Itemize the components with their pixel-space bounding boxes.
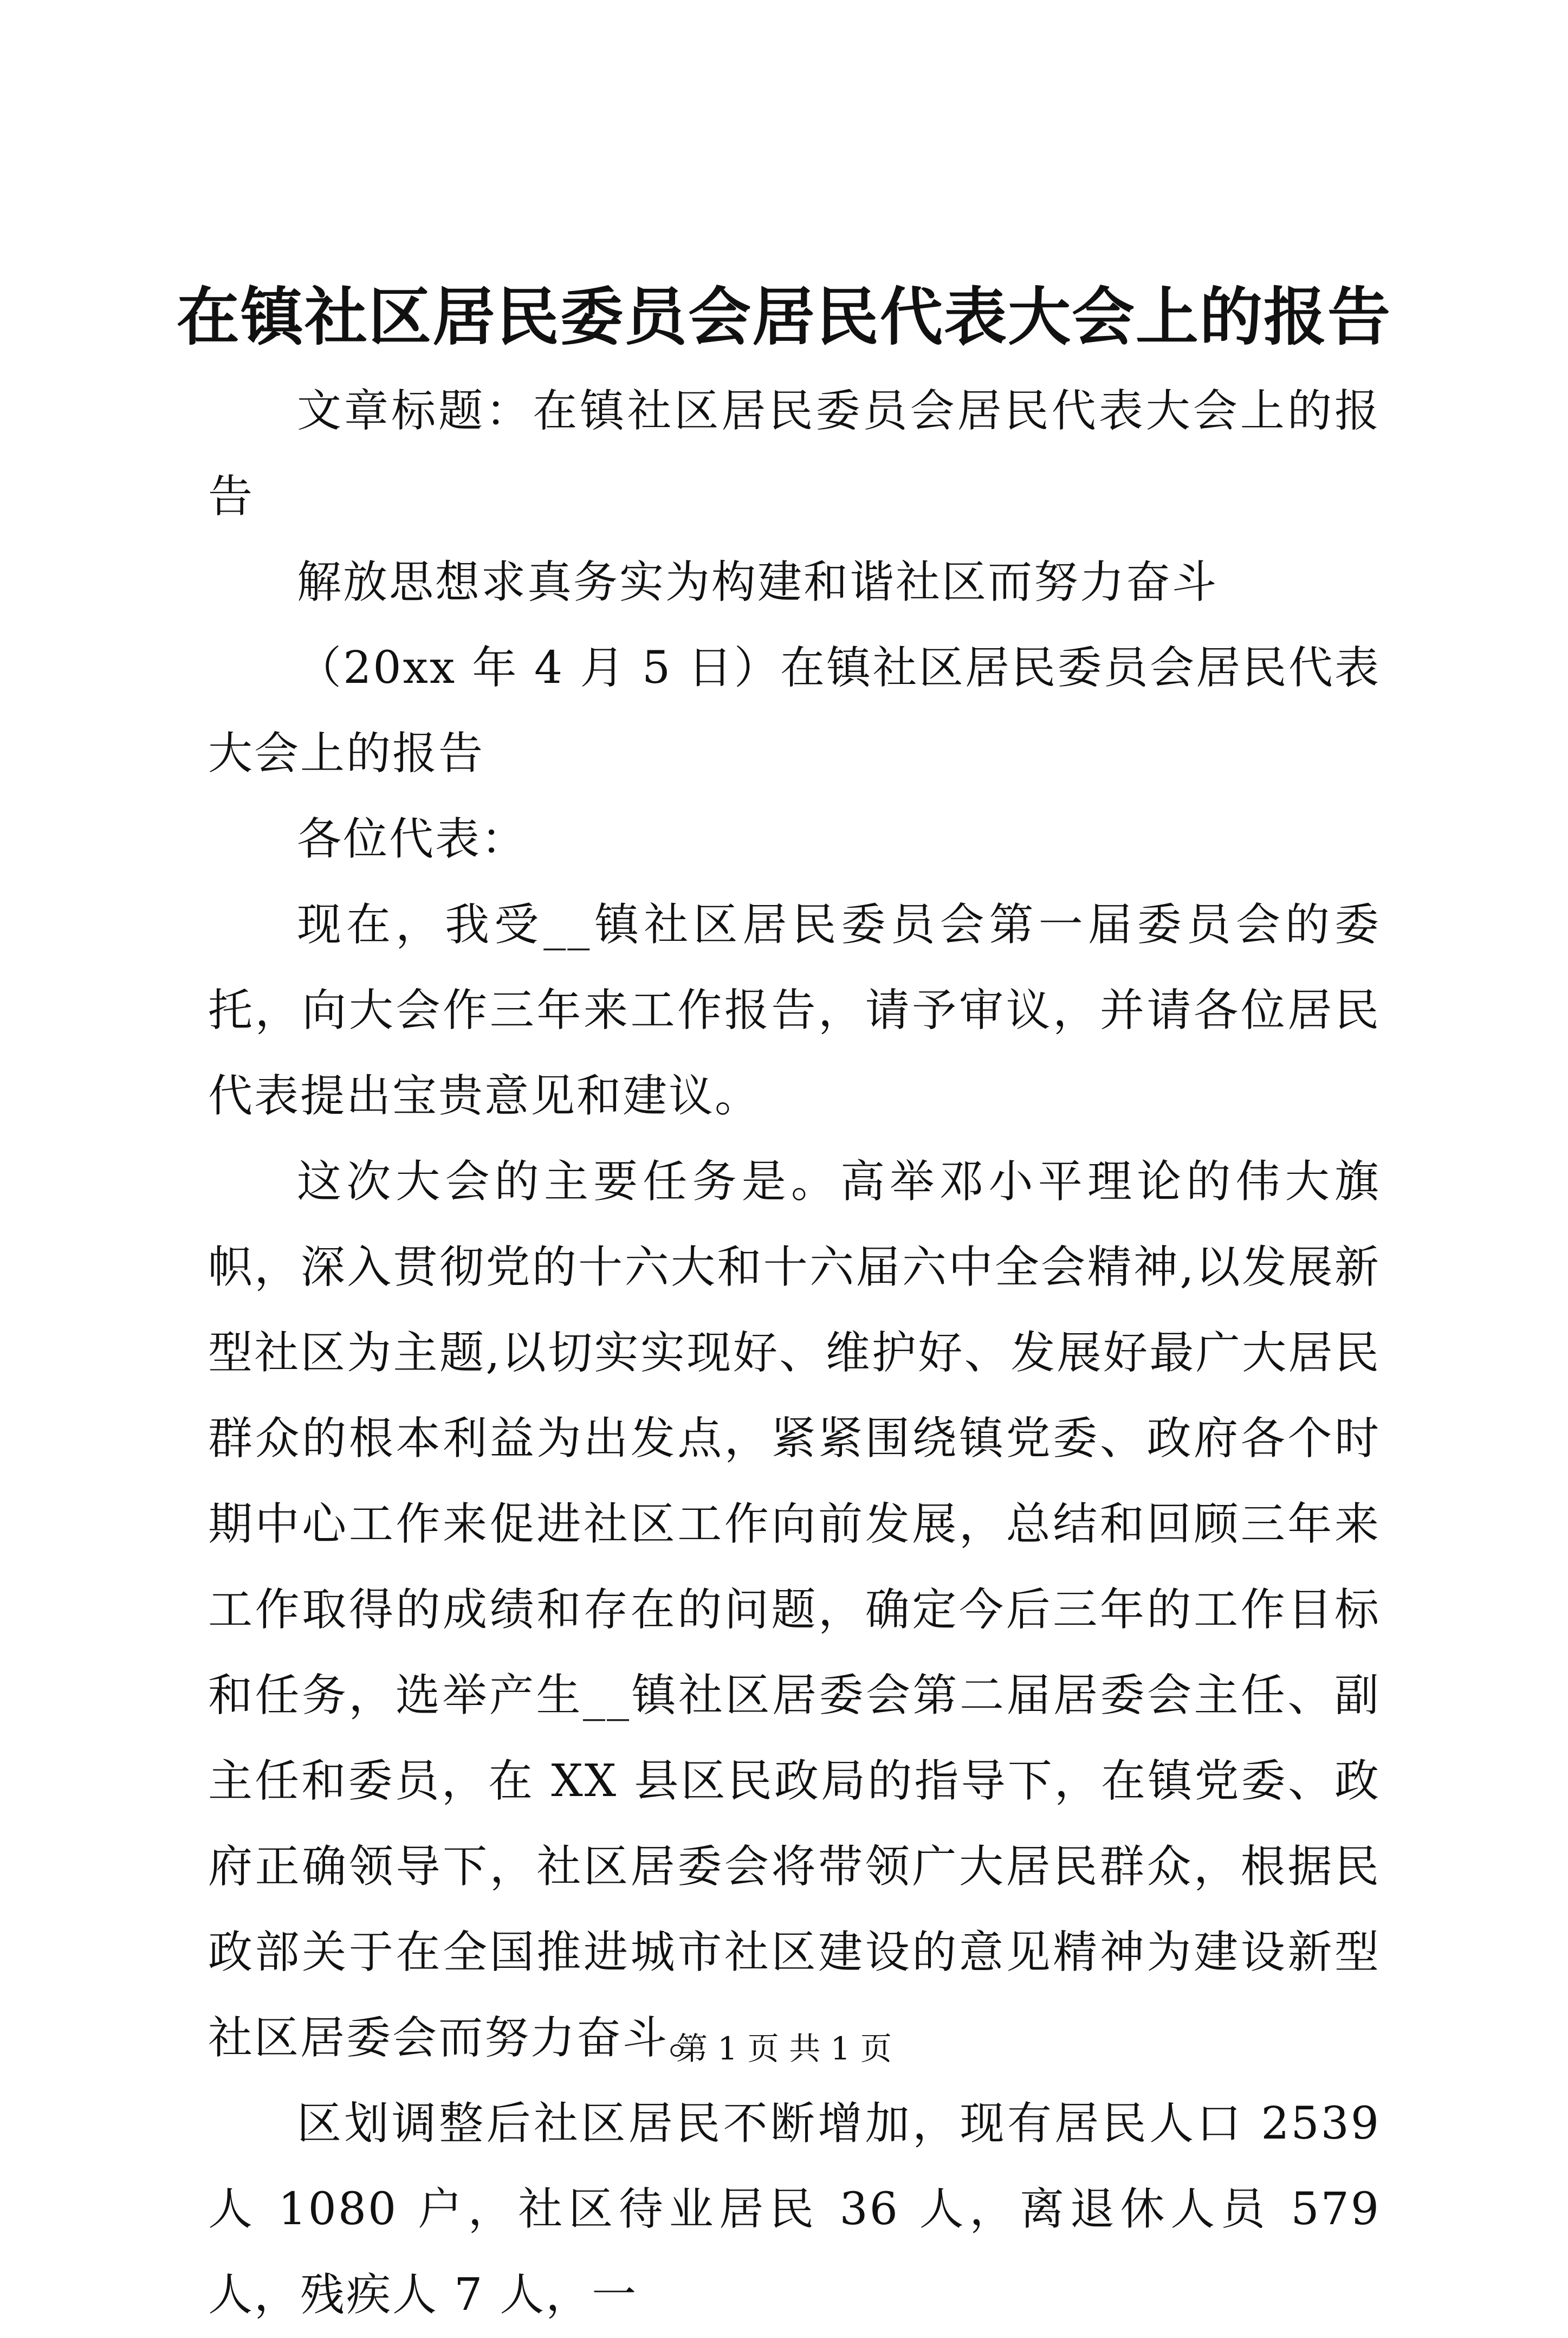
paragraph-salutation: 各位代表： — [297, 813, 528, 865]
document-title: 在镇社区居民委员会居民代表大会上的报告 — [177, 280, 1391, 354]
paragraph-article-title: 文章标题：在镇社区居民委员会居民代表大会上的报告 — [208, 385, 1381, 522]
paragraph-intro: 现在，我受__镇社区居民委员会第一届委员会的委托，向大会作三年来工作报告，请予审议，并请各位居民代表提出宝贵意见和建议。 — [208, 899, 1381, 1122]
paragraph-population: 区划调整后社区居民不断增加，现有居民人口 2539 人 1080 户，社区待业居民 36 人，离退休人员 579 人，残疾人 7 人，一 — [208, 2098, 1381, 2321]
paragraph-subtitle: 解放思想求真务实为构建和谐社区而努力奋斗 — [297, 557, 1219, 608]
paragraph-date-heading: （20xx 年 4 月 5 日）在镇社区居民委员会居民代表大会上的报告 — [208, 642, 1381, 779]
page-footer: 第 1 页 共 1 页 — [676, 2030, 892, 2067]
paragraph-main-tasks: 这次大会的主要任务是。高举邓小平理论的伟大旗帜，深入贯彻党的十六大和十六届六中全会精神,以发展新型社区为主题,以切实实现好、维护好、发展好最广大居民群众的根本利益为出发点，紧紧围绕镇党委、政府各个时期中心工作来促进社区工作向前发展，总结和回顾三年来工作取得的成绩和存在的问题，确定今后三年的工作目标和任务，选举产生__镇社区居委会第二届居委会主任、副主任和委员，在 XX 县区民政局的指导下，在镇党委、政府正确领导下，社区居委会将带领广大居民群众，根据民政部关于在全国推进城市社区建设的意见精神为建设新型社区居委会而努力奋斗。 — [208, 1156, 1381, 2064]
